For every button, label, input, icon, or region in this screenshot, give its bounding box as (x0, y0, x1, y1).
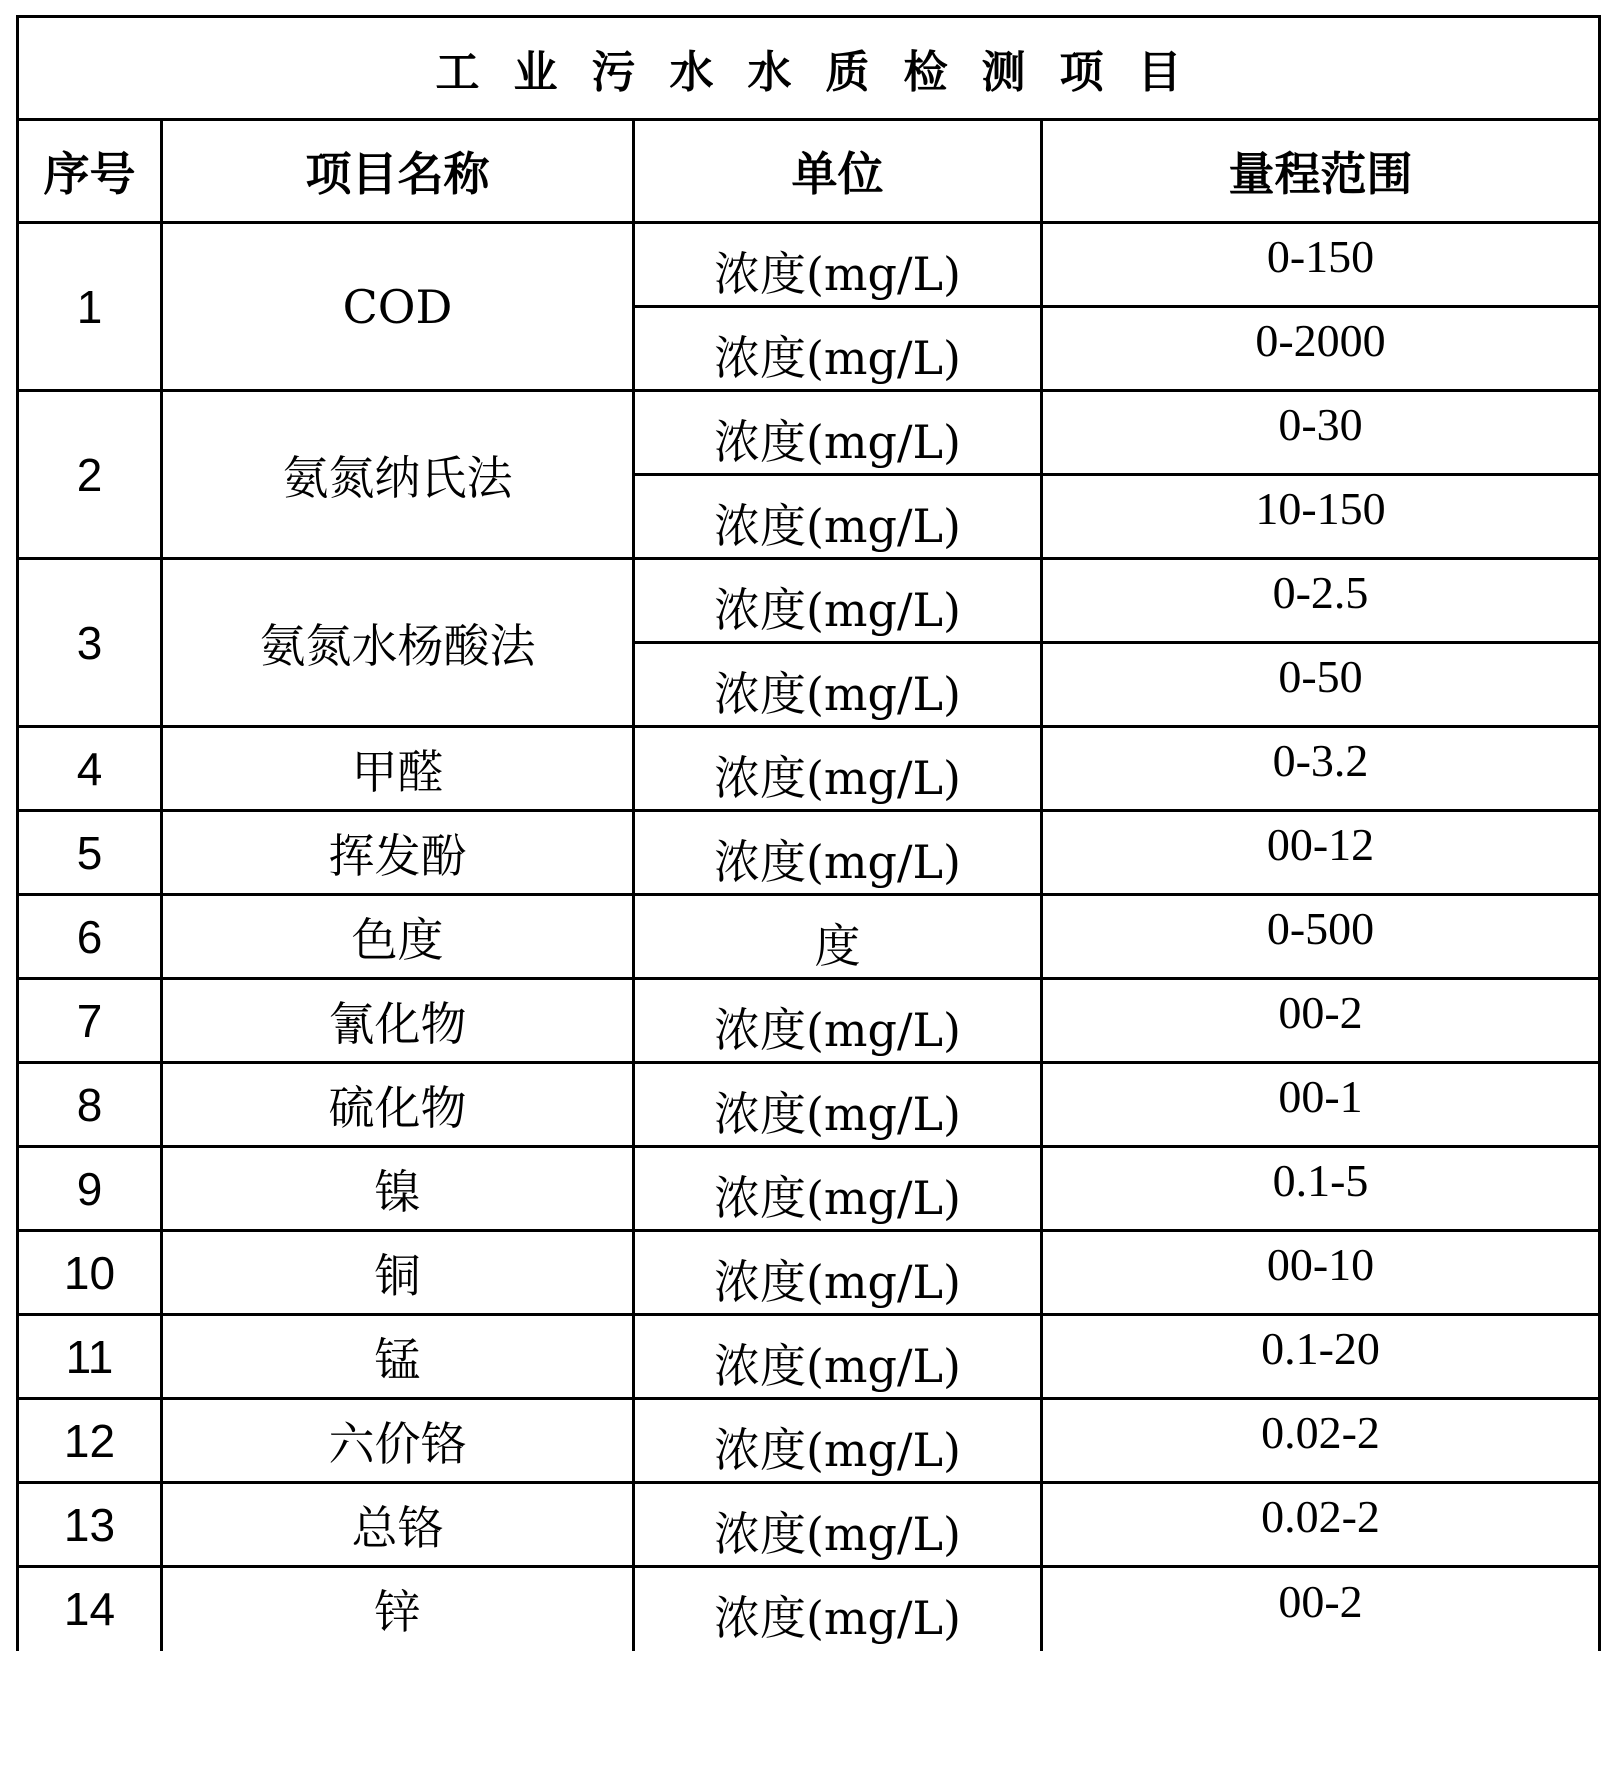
table-row (18, 391, 1600, 475)
table-row (18, 1231, 1600, 1315)
item-name: 总铬 (162, 1483, 634, 1567)
item-unit: 浓度(mg/L) (634, 559, 1042, 643)
water-quality-table (16, 15, 1601, 1651)
item-range: 0-2.5 (1042, 559, 1600, 643)
table-row (18, 811, 1600, 895)
item-name: 铜 (162, 1231, 634, 1315)
item-range: 0.1-20 (1042, 1315, 1600, 1399)
item-range: 00-1 (1042, 1063, 1600, 1147)
item-number: 6 (18, 895, 162, 979)
table-row (18, 1483, 1600, 1567)
item-name: 镍 (162, 1147, 634, 1231)
item-number: 3 (18, 559, 162, 727)
item-range: 0-500 (1042, 895, 1600, 979)
item-name: 氨氮水杨酸法 (162, 559, 634, 727)
column-header-unit: 单位 (634, 120, 1042, 223)
item-name: 锌 (162, 1567, 634, 1651)
item-number: 12 (18, 1399, 162, 1483)
item-unit: 浓度(mg/L) (634, 1399, 1042, 1483)
item-number: 8 (18, 1063, 162, 1147)
table-row (18, 895, 1600, 979)
item-number: 2 (18, 391, 162, 559)
item-range: 0.1-5 (1042, 1147, 1600, 1231)
item-unit: 浓度(mg/L) (634, 1063, 1042, 1147)
table-row (18, 1063, 1600, 1147)
item-unit: 度 (634, 895, 1042, 979)
item-range: 00-2 (1042, 1567, 1600, 1651)
item-unit: 浓度(mg/L) (634, 1315, 1042, 1399)
item-number: 7 (18, 979, 162, 1063)
item-number: 11 (18, 1315, 162, 1399)
item-name: 氰化物 (162, 979, 634, 1063)
item-number: 5 (18, 811, 162, 895)
item-range: 0-150 (1042, 223, 1600, 307)
item-range: 0.02-2 (1042, 1399, 1600, 1483)
table-row (18, 979, 1600, 1063)
item-range: 00-10 (1042, 1231, 1600, 1315)
table-row (18, 559, 1600, 643)
item-number: 13 (18, 1483, 162, 1567)
table-row (18, 1567, 1600, 1651)
item-unit: 浓度(mg/L) (634, 307, 1042, 391)
header-row (18, 120, 1600, 223)
table-row (18, 223, 1600, 307)
table-row (18, 1399, 1600, 1483)
item-range: 10-150 (1042, 475, 1600, 559)
item-range: 00-12 (1042, 811, 1600, 895)
item-number: 4 (18, 727, 162, 811)
item-name: COD (162, 223, 634, 391)
item-name: 氨氮纳氏法 (162, 391, 634, 559)
table-row (18, 727, 1600, 811)
item-name: 挥发酚 (162, 811, 634, 895)
item-unit: 浓度(mg/L) (634, 727, 1042, 811)
item-unit: 浓度(mg/L) (634, 643, 1042, 727)
column-header-range: 量程范围 (1042, 120, 1600, 223)
item-number: 14 (18, 1567, 162, 1651)
item-range: 00-2 (1042, 979, 1600, 1063)
table-title: 工业污水水质检测项目 (18, 17, 1600, 120)
item-range: 0-50 (1042, 643, 1600, 727)
item-unit: 浓度(mg/L) (634, 811, 1042, 895)
item-name: 六价铬 (162, 1399, 634, 1483)
item-number: 9 (18, 1147, 162, 1231)
item-unit: 浓度(mg/L) (634, 979, 1042, 1063)
item-range: 0-30 (1042, 391, 1600, 475)
item-range: 0-3.2 (1042, 727, 1600, 811)
item-name: 甲醛 (162, 727, 634, 811)
item-name: 锰 (162, 1315, 634, 1399)
item-unit: 浓度(mg/L) (634, 1567, 1042, 1651)
item-name: 色度 (162, 895, 634, 979)
item-unit: 浓度(mg/L) (634, 223, 1042, 307)
item-unit: 浓度(mg/L) (634, 1231, 1042, 1315)
item-name: 硫化物 (162, 1063, 634, 1147)
item-unit: 浓度(mg/L) (634, 1147, 1042, 1231)
item-number: 1 (18, 223, 162, 391)
column-header-name: 项目名称 (162, 120, 634, 223)
item-unit: 浓度(mg/L) (634, 475, 1042, 559)
table-row (18, 1147, 1600, 1231)
table-row (18, 1315, 1600, 1399)
column-header-no: 序号 (18, 120, 162, 223)
item-range: 0.02-2 (1042, 1483, 1600, 1567)
item-unit: 浓度(mg/L) (634, 1483, 1042, 1567)
item-number: 10 (18, 1231, 162, 1315)
item-unit: 浓度(mg/L) (634, 391, 1042, 475)
water-quality-table-sheet (16, 15, 1598, 1651)
item-range: 0-2000 (1042, 307, 1600, 391)
